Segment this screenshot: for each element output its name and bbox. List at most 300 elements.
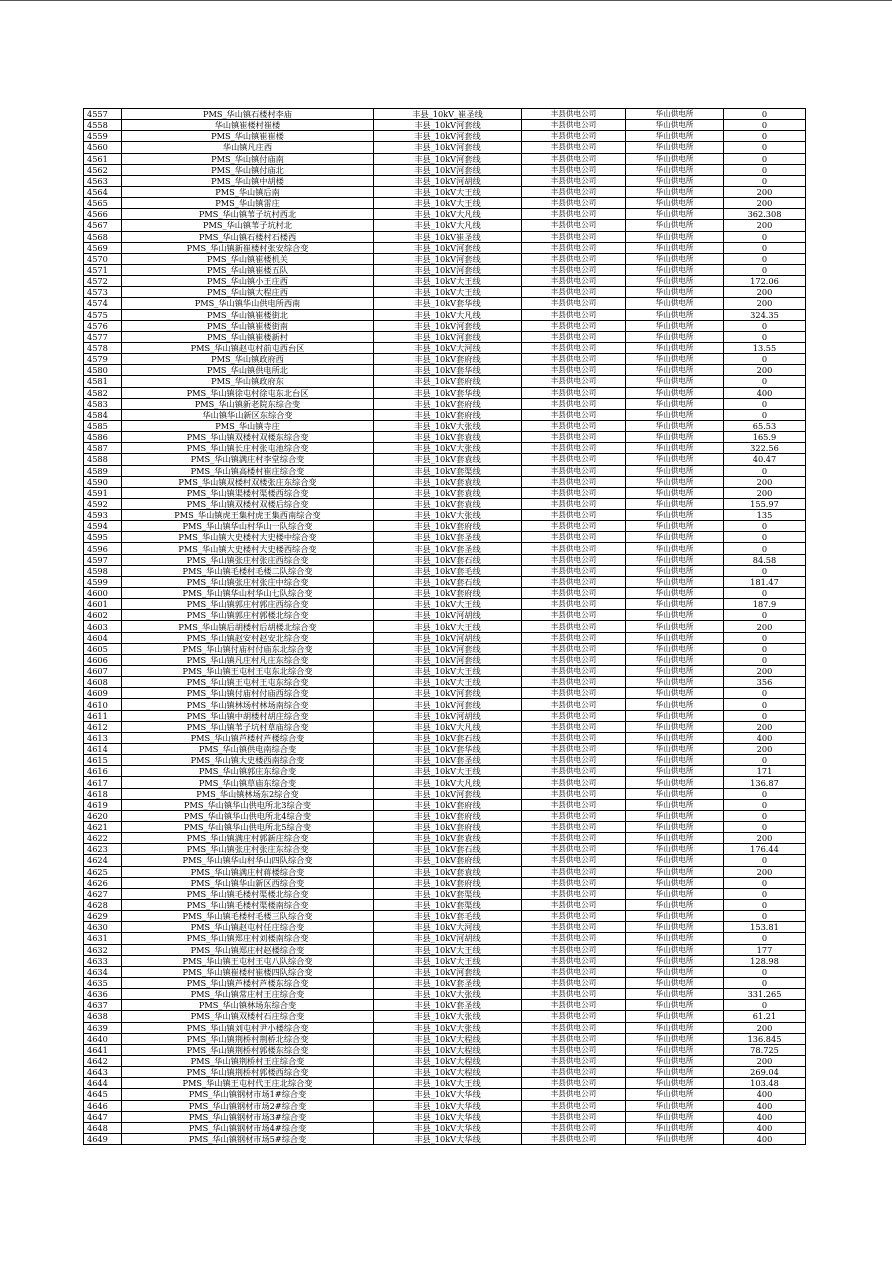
table-row [84,944,806,955]
row-number: 4639 [84,1022,122,1033]
table-row [84,911,806,922]
station-name: PMS_华山镇渠楼村渠楼西综合变 [122,487,374,498]
station-name: PMS_华山镇大史楼村大史楼中综合变 [122,532,374,543]
company-name: 丰县供电公司 [522,454,626,465]
feeder-line: 丰县_10kV大华线 [374,1089,522,1100]
table-row [84,342,806,353]
row-number: 4647 [84,1111,122,1122]
feeder-line: 丰县_10kV河套线 [374,242,522,253]
station-name: PMS_华山镇政府东 [122,376,374,387]
feeder-line: 丰县_10kV河胡线 [374,610,522,621]
capacity-value: 0 [724,810,806,821]
feeder-line: 丰县_10kV大程线 [374,1067,522,1078]
supply-station: 华山供电所 [626,354,724,365]
table-row [84,810,806,821]
capacity-value: 200 [724,1055,806,1066]
station-name: PMS_华山镇双楼村石庄综合变 [122,1011,374,1022]
company-name: 丰县供电公司 [522,688,626,699]
table-row [84,498,806,509]
feeder-line: 丰县_10kV套圣线 [374,1000,522,1011]
feeder-line: 丰县_10kV大张线 [374,1011,522,1022]
capacity-value: 0 [724,688,806,699]
feeder-line: 丰县_10kV河套线 [374,164,522,175]
table-row [84,1067,806,1078]
company-name: 丰县供电公司 [522,699,626,710]
feeder-line: 丰县_10kV套府线 [374,588,522,599]
supply-station: 华山供电所 [626,298,724,309]
row-number: 4629 [84,911,122,922]
capacity-value: 200 [724,298,806,309]
station-name: 华山镇华山新区东综合变 [122,409,374,420]
capacity-value: 65.53 [724,420,806,431]
company-name: 丰县供电公司 [522,621,626,632]
company-name: 丰县供电公司 [522,833,626,844]
station-name: PMS_华山镇崔楼街南 [122,320,374,331]
station-name: PMS_华山镇郑庄村赵楼综合变 [122,944,374,955]
station-name: PMS_华山镇荆桥村荆桥北综合变 [122,1033,374,1044]
station-name: PMS_华山镇华山供电所西南 [122,298,374,309]
row-number: 4595 [84,532,122,543]
feeder-line: 丰县_10kV套圣线 [374,543,522,554]
row-number: 4570 [84,253,122,264]
station-name: PMS_华山镇荆桥村郭楼东综合变 [122,1044,374,1055]
company-name: 丰县供电公司 [522,1044,626,1055]
feeder-line: 丰县_10kV套府线 [374,855,522,866]
feeder-line: 丰县_10kV套府线 [374,810,522,821]
supply-station: 华山供电所 [626,966,724,977]
company-name: 丰县供电公司 [522,320,626,331]
row-number: 4577 [84,331,122,342]
capacity-value: 0 [724,376,806,387]
page-top-border [0,0,892,1]
supply-station: 华山供电所 [626,710,724,721]
supply-station: 华山供电所 [626,977,724,988]
table-row [84,264,806,275]
company-name: 丰县供电公司 [522,510,626,521]
feeder-line: 丰县_10kV大张线 [374,510,522,521]
row-number: 4562 [84,164,122,175]
table-row [84,710,806,721]
supply-station: 华山供电所 [626,543,724,554]
supply-station: 华山供电所 [626,755,724,766]
company-name: 丰县供电公司 [522,287,626,298]
feeder-line: 丰县_10kV大凡线 [374,721,522,732]
supply-station: 华山供电所 [626,420,724,431]
company-name: 丰县供电公司 [522,654,626,665]
capacity-value: 0 [724,521,806,532]
company-name: 丰县供电公司 [522,755,626,766]
table-row [84,1133,806,1144]
feeder-line: 丰县_10kV大张线 [374,989,522,1000]
row-number: 4626 [84,877,122,888]
row-number: 4603 [84,621,122,632]
table-row [84,899,806,910]
station-name: PMS_华山镇华山新区西综合变 [122,877,374,888]
supply-station: 华山供电所 [626,153,724,164]
station-name: PMS_华山镇长庄村张屯池综合变 [122,443,374,454]
feeder-line: 丰县_10kV大华线 [374,1111,522,1122]
table-row [84,732,806,743]
station-name: PMS_华山镇中胡楼 [122,175,374,186]
supply-station: 华山供电所 [626,242,724,253]
row-number: 4558 [84,120,122,131]
company-name: 丰县供电公司 [522,1055,626,1066]
row-number: 4641 [84,1044,122,1055]
feeder-line: 丰县_10kV套华线 [374,298,522,309]
company-name: 丰县供电公司 [522,899,626,910]
company-name: 丰县供电公司 [522,1122,626,1133]
capacity-value: 200 [724,365,806,376]
row-number: 4611 [84,710,122,721]
company-name: 丰县供电公司 [522,276,626,287]
table-row [84,966,806,977]
station-name: PMS_华山镇雷庄 [122,198,374,209]
row-number: 4608 [84,677,122,688]
table-row [84,877,806,888]
feeder-line: 丰县_10kV大凡线 [374,220,522,231]
station-name: PMS_华山镇芦楼村芦楼综合变 [122,732,374,743]
station-name: PMS_华山镇苇子坑村草庙综合变 [122,721,374,732]
company-name: 丰县供电公司 [522,242,626,253]
row-number: 4567 [84,220,122,231]
company-name: 丰县供电公司 [522,744,626,755]
company-name: 丰县供电公司 [522,989,626,1000]
row-number: 4635 [84,977,122,988]
feeder-line: 丰县_10kV大凡线 [374,777,522,788]
supply-station: 华山供电所 [626,933,724,944]
company-name: 丰县供电公司 [522,1067,626,1078]
capacity-value: 135 [724,510,806,521]
table-row [84,599,806,610]
row-number: 4593 [84,510,122,521]
feeder-line: 丰县_10kV河套线 [374,788,522,799]
company-name: 丰县供电公司 [522,599,626,610]
feeder-line: 丰县_10kV套府线 [374,822,522,833]
supply-station: 华山供电所 [626,209,724,220]
table-row [84,1044,806,1055]
company-name: 丰县供电公司 [522,1089,626,1100]
row-number: 4627 [84,888,122,899]
capacity-value: 400 [724,387,806,398]
company-name: 丰县供电公司 [522,643,626,654]
feeder-line: 丰县_10kV套石线 [374,576,522,587]
capacity-value: 400 [724,1089,806,1100]
table-row [84,432,806,443]
company-name: 丰县供电公司 [522,1011,626,1022]
row-number: 4565 [84,198,122,209]
row-number: 4564 [84,186,122,197]
table-row [84,510,806,521]
table-row [84,186,806,197]
table-row [84,822,806,833]
row-number: 4576 [84,320,122,331]
supply-station: 华山供电所 [626,487,724,498]
row-number: 4586 [84,432,122,443]
table-row [84,610,806,621]
supply-station: 华山供电所 [626,632,724,643]
supply-station: 华山供电所 [626,465,724,476]
company-name: 丰县供电公司 [522,888,626,899]
company-name: 丰县供电公司 [522,977,626,988]
company-name: 丰县供电公司 [522,721,626,732]
table-row [84,721,806,732]
table-row [84,220,806,231]
row-number: 4569 [84,242,122,253]
supply-station: 华山供电所 [626,142,724,153]
feeder-line: 丰县_10kV大张线 [374,1022,522,1033]
station-name: PMS_华山镇毛楼村渠楼北综合变 [122,888,374,899]
feeder-line: 丰县_10kV套渠线 [374,465,522,476]
company-name: 丰县供电公司 [522,487,626,498]
capacity-value: 171 [724,766,806,777]
table-row [84,120,806,131]
station-name: PMS_华山镇虎王集村虎王集西南综合变 [122,510,374,521]
company-name: 丰县供电公司 [522,1078,626,1089]
feeder-line: 丰县_10kV大王线 [374,944,522,955]
company-name: 丰县供电公司 [522,554,626,565]
table-row [84,443,806,454]
table-row [84,699,806,710]
row-number: 4598 [84,565,122,576]
table-row [84,298,806,309]
supply-station: 华山供电所 [626,186,724,197]
feeder-line: 丰县_10kV套石线 [374,732,522,743]
company-name: 丰县供电公司 [522,877,626,888]
table-row [84,621,806,632]
station-name: PMS_华山镇付庙村付庙西综合变 [122,688,374,699]
feeder-line: 丰县_10kV大华线 [374,1122,522,1133]
table-row [84,666,806,677]
station-name: PMS_华山镇王屯村王屯东综合变 [122,677,374,688]
company-name: 丰县供电公司 [522,677,626,688]
table-row [84,844,806,855]
supply-station: 华山供电所 [626,264,724,275]
table-row [84,521,806,532]
feeder-line: 丰县_10kV大王线 [374,955,522,966]
station-name: PMS_华山镇后胡楼村后胡楼北综合变 [122,621,374,632]
row-number: 4638 [84,1011,122,1022]
table-row [84,365,806,376]
capacity-value: 0 [724,142,806,153]
supply-station: 华山供电所 [626,498,724,509]
company-name: 丰县供电公司 [522,376,626,387]
station-name: PMS_华山镇寺庄 [122,420,374,431]
company-name: 丰县供电公司 [522,131,626,142]
supply-station: 华山供电所 [626,1067,724,1078]
table-row [84,354,806,365]
row-number: 4575 [84,309,122,320]
row-number: 4645 [84,1089,122,1100]
supply-station: 华山供电所 [626,799,724,810]
capacity-value: 0 [724,888,806,899]
supply-station: 华山供电所 [626,253,724,264]
station-name: PMS_华山镇高楼村崔庄综合变 [122,465,374,476]
row-number: 4623 [84,844,122,855]
station-name: PMS_华山镇毛楼村毛楼三队综合变 [122,911,374,922]
row-number: 4572 [84,276,122,287]
row-number: 4637 [84,1000,122,1011]
table-row [84,131,806,142]
table-row [84,933,806,944]
capacity-value: 0 [724,242,806,253]
row-number: 4622 [84,833,122,844]
company-name: 丰县供电公司 [522,231,626,242]
capacity-value: 177 [724,944,806,955]
capacity-value: 0 [724,231,806,242]
table-body [84,109,806,1145]
row-number: 4591 [84,487,122,498]
station-name: PMS_华山镇供电所北 [122,365,374,376]
capacity-value: 200 [724,744,806,755]
capacity-value: 187.9 [724,599,806,610]
row-number: 4621 [84,822,122,833]
station-name: PMS_华山镇张庄村张庄东综合变 [122,844,374,855]
company-name: 丰县供电公司 [522,966,626,977]
feeder-line: 丰县_10kV套府线 [374,354,522,365]
row-number: 4643 [84,1067,122,1078]
table-row [84,142,806,153]
feeder-line: 丰县_10kV河套线 [374,966,522,977]
row-number: 4566 [84,209,122,220]
company-name: 丰县供电公司 [522,955,626,966]
capacity-value: 78.725 [724,1044,806,1055]
table-row [84,1011,806,1022]
feeder-line: 丰县_10kV套圣线 [374,755,522,766]
station-name: PMS_华山镇王屯村王屯八队综合变 [122,955,374,966]
station-name: PMS_华山镇刘屯村尹小楼综合变 [122,1022,374,1033]
capacity-value: 0 [724,409,806,420]
table-row [84,855,806,866]
company-name: 丰县供电公司 [522,532,626,543]
station-name: PMS_华山镇华山村华山一队综合变 [122,521,374,532]
feeder-line: 丰县_10kV套渠线 [374,899,522,910]
capacity-value: 0 [724,710,806,721]
supply-station: 华山供电所 [626,220,724,231]
table-row [84,1111,806,1122]
supply-station: 华山供电所 [626,788,724,799]
feeder-line: 丰县_10kV套华线 [374,365,522,376]
supply-station: 华山供电所 [626,554,724,565]
capacity-value: 84.58 [724,554,806,565]
supply-station: 华山供电所 [626,721,724,732]
station-name: PMS_华山镇林场村林场南综合变 [122,699,374,710]
company-name: 丰县供电公司 [522,387,626,398]
capacity-value: 0 [724,398,806,409]
capacity-value: 200 [724,487,806,498]
station-name: PMS_华山镇郑庄村刘楼南综合变 [122,933,374,944]
table-row [84,109,806,120]
capacity-value: 0 [724,320,806,331]
supply-station: 华山供电所 [626,198,724,209]
company-name: 丰县供电公司 [522,1100,626,1111]
feeder-line: 丰县_10kV套袁线 [374,476,522,487]
capacity-value: 181.47 [724,576,806,587]
feeder-line: 丰县_10kV套毛线 [374,565,522,576]
feeder-line: 丰县_10kV大王线 [374,621,522,632]
company-name: 丰县供电公司 [522,777,626,788]
company-name: 丰县供电公司 [522,732,626,743]
capacity-value: 322.56 [724,443,806,454]
supply-station: 华山供电所 [626,1033,724,1044]
station-name: PMS_华山镇崔楼街北 [122,309,374,320]
row-number: 4581 [84,376,122,387]
table-row [84,576,806,587]
supply-station: 华山供电所 [626,877,724,888]
feeder-line: 丰县_10kV河套线 [374,654,522,665]
feeder-line: 丰县_10kV河套线 [374,264,522,275]
table-row [84,688,806,699]
supply-station: 华山供电所 [626,276,724,287]
company-name: 丰县供电公司 [522,1000,626,1011]
row-number: 4646 [84,1100,122,1111]
table-row [84,1078,806,1089]
table-row [84,654,806,665]
table-row [84,777,806,788]
company-name: 丰县供电公司 [522,1022,626,1033]
table-row [84,977,806,988]
company-name: 丰县供电公司 [522,253,626,264]
capacity-value: 400 [724,1133,806,1144]
table-row [84,387,806,398]
feeder-line: 丰县_10kV大王线 [374,186,522,197]
row-number: 4563 [84,175,122,186]
capacity-value: 0 [724,264,806,275]
station-name: PMS_华山镇林场东综合变 [122,1000,374,1011]
capacity-value: 172.06 [724,276,806,287]
supply-station: 华山供电所 [626,688,724,699]
capacity-value: 331.265 [724,989,806,1000]
table-row [84,175,806,186]
feeder-line: 丰县_10kV套府线 [374,877,522,888]
capacity-value: 0 [724,610,806,621]
station-name: PMS_华山镇华山供电所北3综合变 [122,799,374,810]
station-name: PMS_华山镇凡庄村凡庄东综合变 [122,654,374,665]
feeder-line: 丰县_10kV套府线 [374,409,522,420]
company-name: 丰县供电公司 [522,331,626,342]
company-name: 丰县供电公司 [522,498,626,509]
station-name: PMS_华山镇郭庄村郭庄西综合变 [122,599,374,610]
supply-station: 华山供电所 [626,387,724,398]
row-number: 4574 [84,298,122,309]
capacity-value: 0 [724,632,806,643]
feeder-line: 丰县_10kV大程线 [374,1044,522,1055]
feeder-line: 丰县_10kV河套线 [374,643,522,654]
capacity-value: 200 [724,666,806,677]
table-row [84,309,806,320]
supply-station: 华山供电所 [626,866,724,877]
capacity-value: 356 [724,677,806,688]
table-row [84,554,806,565]
station-name: PMS_华山镇石楼村李庙 [122,109,374,120]
company-name: 丰县供电公司 [522,264,626,275]
feeder-line: 丰县_10kV河套线 [374,153,522,164]
capacity-value: 61.21 [724,1011,806,1022]
capacity-value: 165.9 [724,432,806,443]
table-row [84,888,806,899]
supply-station: 华山供电所 [626,888,724,899]
station-name: PMS_华山镇供电南综合变 [122,744,374,755]
station-name: PMS_华山镇大史楼村大史楼西综合变 [122,543,374,554]
station-name: PMS_华山镇徐屯村徐屯东北台区 [122,387,374,398]
station-name: PMS_华山镇新崔楼村张安综合变 [122,242,374,253]
table-row [84,287,806,298]
supply-station: 华山供电所 [626,699,724,710]
row-number: 4589 [84,465,122,476]
capacity-value: 269.04 [724,1067,806,1078]
row-number: 4628 [84,899,122,910]
row-number: 4605 [84,643,122,654]
supply-station: 华山供电所 [626,409,724,420]
